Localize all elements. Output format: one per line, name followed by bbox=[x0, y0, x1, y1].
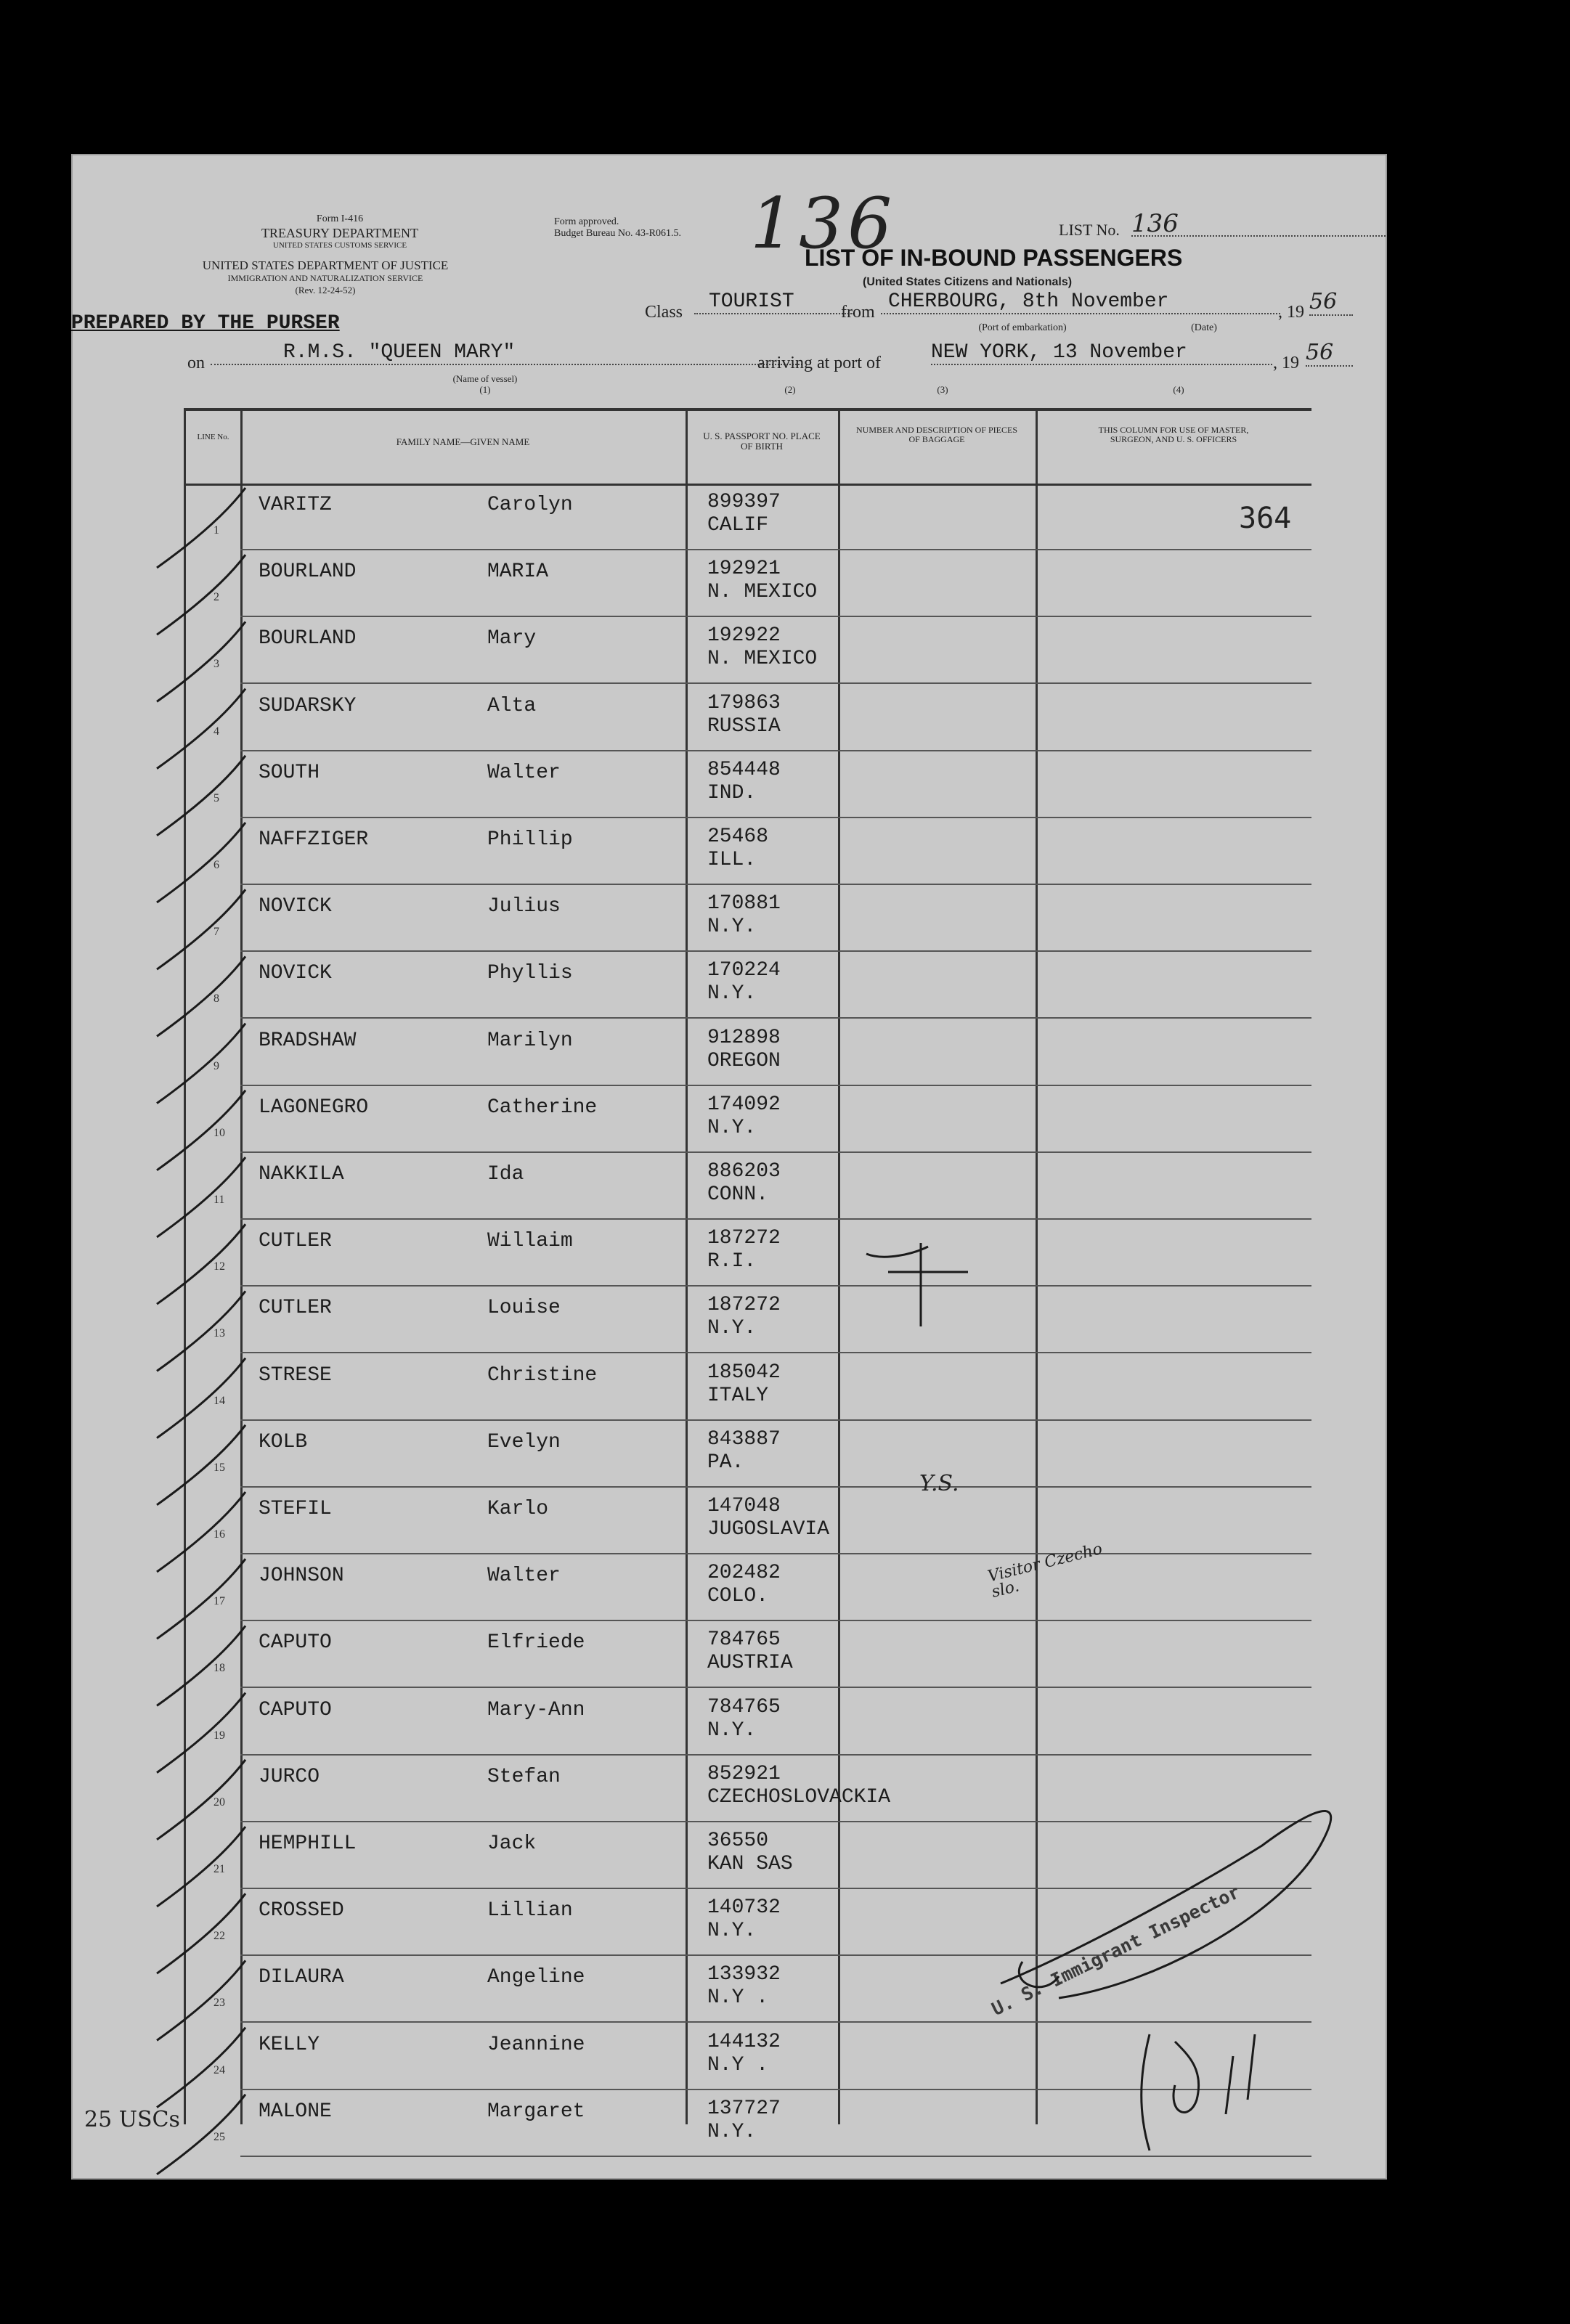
ys-underline bbox=[866, 1247, 928, 1257]
check-tick bbox=[157, 756, 245, 836]
family-name: NAFFZIGER bbox=[259, 828, 369, 851]
check-tick bbox=[157, 1626, 245, 1705]
passport-number: 170881 bbox=[707, 892, 781, 916]
line-number: 1 bbox=[213, 524, 219, 537]
justice-dept: UNITED STATES DEPARTMENT OF JUSTICE bbox=[202, 258, 449, 272]
line-number: 25 bbox=[213, 2130, 225, 2143]
place-of-birth: RUSSIA bbox=[707, 714, 781, 738]
family-name: STEFIL bbox=[259, 1498, 332, 1520]
form-approved: Form approved. bbox=[554, 216, 619, 227]
family-name: STRESE bbox=[259, 1363, 332, 1387]
line-number: 10 bbox=[213, 1126, 225, 1139]
given-name: Jeannine bbox=[487, 2033, 585, 2056]
given-name: Jack bbox=[487, 1832, 537, 1855]
passport-number: 187272 bbox=[707, 1227, 781, 1250]
line-number: 22 bbox=[213, 1930, 225, 1943]
check-tick bbox=[157, 956, 245, 1036]
header-passport: U. S. PASSPORT NO. PLACE OF BIRTH bbox=[703, 431, 821, 452]
passport-number: 185042 bbox=[707, 1361, 781, 1384]
passport-number: 784765 bbox=[707, 1695, 781, 1718]
header-baggage: NUMBER AND DESCRIPTION OF PIECES OF BAGGAGE bbox=[855, 425, 1018, 445]
check-tick bbox=[157, 889, 245, 969]
passport-number: 886203 bbox=[707, 1160, 781, 1183]
visitor-note: Visitor Czecho slo. bbox=[985, 1540, 1105, 1602]
passport-number: 912898 bbox=[707, 1026, 781, 1049]
given-name: Julius bbox=[487, 895, 561, 918]
header-officers: THIS COLUMN FOR USE OF MASTER, SURGEON, AND U. S. OFFICERS bbox=[1098, 425, 1249, 445]
check-tick bbox=[157, 2028, 245, 2108]
given-name: Carolyn bbox=[487, 494, 573, 516]
place-of-birth: KAN SAS bbox=[707, 1853, 793, 1875]
handwritten-marks bbox=[71, 154, 1387, 2180]
line-number: 21 bbox=[213, 1863, 225, 1875]
from-value: CHERBOURG, 8th November bbox=[881, 290, 1280, 314]
check-tick bbox=[157, 1224, 245, 1304]
place-of-birth: CALIF bbox=[707, 514, 769, 537]
port-caption: (Port of embarkation) bbox=[978, 322, 1067, 333]
handwritten-list-number: 136 bbox=[750, 183, 897, 264]
place-of-birth: CONN. bbox=[707, 1183, 769, 1206]
line-number: 11 bbox=[213, 1194, 225, 1206]
family-name: HEMPHILL bbox=[259, 1832, 357, 1855]
line-number: 3 bbox=[213, 658, 219, 671]
col2-number: (2) bbox=[784, 384, 796, 395]
family-name: CUTLER bbox=[259, 1297, 332, 1320]
immigrant-inspector-stamp: U. S. Immigrant Inspector bbox=[988, 1881, 1243, 2021]
place-of-birth: N.Y. bbox=[707, 1116, 757, 1139]
place-of-birth: OREGON bbox=[707, 1049, 781, 1072]
check-tick bbox=[157, 1492, 245, 1572]
check-tick bbox=[157, 1157, 245, 1237]
place-of-birth: PA. bbox=[707, 1451, 744, 1474]
passport-number: 36550 bbox=[707, 1830, 769, 1852]
line-number: 5 bbox=[213, 791, 219, 804]
family-name: MALONE bbox=[259, 2100, 332, 2123]
given-name: Mary-Ann bbox=[487, 1698, 585, 1721]
place-of-birth: N.Y . bbox=[707, 1986, 769, 2010]
line-number: 19 bbox=[213, 1729, 225, 1742]
line-number: 7 bbox=[213, 926, 219, 939]
given-name: Lillian bbox=[487, 1899, 573, 1923]
passport-number: 192922 bbox=[707, 624, 781, 648]
family-name: CUTLER bbox=[259, 1230, 332, 1253]
class-value: TOURIST bbox=[694, 290, 854, 314]
family-name: CROSSED bbox=[259, 1899, 344, 1923]
line-number: 16 bbox=[213, 1528, 225, 1541]
family-name: NOVICK bbox=[259, 895, 332, 918]
passport-number: 179863 bbox=[707, 691, 781, 714]
passport-number: 133932 bbox=[707, 1963, 781, 1986]
given-name: Margaret bbox=[487, 2100, 585, 2123]
from-year-prefix: , 19 bbox=[1278, 303, 1304, 322]
place-of-birth: N.Y. bbox=[707, 2120, 757, 2143]
customs-service: UNITED STATES CUSTOMS SERVICE bbox=[272, 241, 407, 250]
passport-number: 202482 bbox=[707, 1562, 781, 1585]
family-name: LAGONEGRO bbox=[259, 1096, 369, 1119]
given-name: Elfriede bbox=[487, 1631, 585, 1655]
line-number: 15 bbox=[213, 1461, 225, 1474]
line-number: 2 bbox=[213, 591, 219, 604]
line-number: 13 bbox=[213, 1327, 225, 1340]
place-of-birth: N.Y. bbox=[707, 1920, 757, 1943]
check-tick bbox=[157, 1425, 245, 1505]
list-no-label: LIST No. bbox=[1059, 221, 1120, 239]
place-of-birth: N.Y. bbox=[707, 916, 757, 939]
passport-number: 843887 bbox=[707, 1427, 781, 1451]
line-number: 6 bbox=[213, 859, 219, 871]
check-tick bbox=[157, 2095, 245, 2174]
check-tick bbox=[157, 1760, 245, 1840]
vessel-caption: (Name of vessel) bbox=[452, 373, 518, 384]
on-label: on bbox=[187, 354, 205, 372]
arrival-port: NEW YORK, 13 November bbox=[931, 341, 1272, 365]
passport-number: 25468 bbox=[707, 825, 769, 848]
check-tick bbox=[157, 1090, 245, 1170]
arrival-year: 56 bbox=[1306, 340, 1353, 367]
family-name: KELLY bbox=[259, 2033, 320, 2056]
line-number: 17 bbox=[213, 1595, 225, 1608]
check-tick bbox=[157, 689, 245, 769]
place-of-birth: JUGOSLAVIA bbox=[707, 1518, 830, 1541]
check-tick bbox=[157, 1559, 245, 1639]
place-of-birth: ITALY bbox=[707, 1384, 769, 1407]
check-tick bbox=[157, 488, 245, 568]
passport-number: 147048 bbox=[707, 1495, 781, 1517]
given-name: Catherine bbox=[487, 1096, 598, 1119]
given-name: Stefan bbox=[487, 1765, 561, 1788]
place-of-birth: COLO. bbox=[707, 1585, 769, 1608]
col1-number: (1) bbox=[479, 384, 491, 395]
check-tick bbox=[157, 1693, 245, 1773]
family-name: NAKKILA bbox=[259, 1163, 344, 1186]
from-label: from bbox=[841, 303, 875, 322]
passport-number: 854448 bbox=[707, 758, 781, 781]
col4-number: (4) bbox=[1173, 384, 1184, 395]
given-name: Phyllis bbox=[487, 962, 573, 985]
place-of-birth: R.I. bbox=[707, 1250, 757, 1273]
line-number: 9 bbox=[213, 1059, 219, 1072]
prepared-by: PREPARED BY THE PURSER bbox=[71, 312, 340, 335]
ins-service: IMMIGRATION AND NATURALIZATION SERVICE bbox=[227, 273, 423, 283]
given-name: MARIA bbox=[487, 560, 549, 584]
check-tick bbox=[157, 555, 245, 635]
passport-number: 170224 bbox=[707, 959, 781, 982]
arrival-year-prefix: , 19 bbox=[1273, 354, 1299, 372]
line-number: 12 bbox=[213, 1260, 225, 1273]
list-no-value: 136 bbox=[1131, 209, 1386, 237]
line-number: 4 bbox=[213, 725, 219, 738]
place-of-birth: N.Y . bbox=[707, 2053, 769, 2076]
family-name: CAPUTO bbox=[259, 1631, 332, 1655]
place-of-birth: N.Y. bbox=[707, 1718, 757, 1742]
page-subtitle: (United States Citizens and Nationals) bbox=[863, 276, 1073, 288]
family-name: SUDARSKY bbox=[259, 694, 357, 717]
page-title: LIST OF IN-BOUND PASSENGERS bbox=[805, 245, 1183, 271]
family-name: JOHNSON bbox=[259, 1565, 344, 1588]
given-name: Alta bbox=[487, 694, 537, 717]
manifest-sheet bbox=[71, 154, 1387, 2180]
line-number: 14 bbox=[213, 1394, 225, 1407]
place-of-birth: CZECHOSLOVACKIA bbox=[707, 1785, 891, 1809]
place-of-birth: N. MEXICO bbox=[707, 648, 818, 671]
family-name: BOURLAND bbox=[259, 627, 357, 651]
arriving-label: arriving at port of bbox=[757, 354, 881, 372]
place-of-birth: N.Y. bbox=[707, 1317, 757, 1340]
passport-number: 174092 bbox=[707, 1093, 781, 1116]
check-tick bbox=[157, 1358, 245, 1438]
family-name: SOUTH bbox=[259, 761, 320, 784]
check-tick bbox=[157, 1960, 245, 2040]
given-name: Marilyn bbox=[487, 1029, 573, 1052]
line-number: 20 bbox=[213, 1795, 225, 1809]
passport-number: 144132 bbox=[707, 2030, 781, 2053]
revision-date: (Rev. 12-24-52) bbox=[295, 285, 356, 295]
given-name: Mary bbox=[487, 627, 537, 651]
given-name: Willaim bbox=[487, 1230, 573, 1253]
passport-number: 140732 bbox=[707, 1896, 781, 1920]
line-number: 24 bbox=[213, 2063, 225, 2076]
family-name: JURCO bbox=[259, 1765, 320, 1788]
passport-number: 192921 bbox=[707, 558, 781, 581]
col3-number: (3) bbox=[937, 384, 948, 395]
class-label: Class bbox=[645, 303, 683, 322]
place-of-birth: ILL. bbox=[707, 849, 757, 871]
check-tick bbox=[157, 823, 245, 902]
vessel-name: R.M.S. "QUEEN MARY" bbox=[211, 341, 802, 365]
check-tick bbox=[157, 1291, 245, 1371]
passport-number: 852921 bbox=[707, 1762, 781, 1785]
family-name: VARITZ bbox=[259, 494, 332, 516]
place-of-birth: N.Y. bbox=[707, 982, 757, 1006]
ys-note: Y.S. bbox=[919, 1471, 959, 1496]
given-name: Christine bbox=[487, 1363, 598, 1387]
family-name: CAPUTO bbox=[259, 1698, 332, 1721]
family-name: DILAURA bbox=[259, 1966, 344, 1989]
place-of-birth: AUSTRIA bbox=[707, 1652, 793, 1675]
family-name: BRADSHAW bbox=[259, 1029, 357, 1052]
line-number: 18 bbox=[213, 1662, 225, 1675]
treasury-dept: TREASURY DEPARTMENT bbox=[261, 226, 419, 240]
line-number: 23 bbox=[213, 1997, 225, 2010]
check-tick bbox=[157, 1827, 245, 1907]
passport-number: 137727 bbox=[707, 2097, 781, 2120]
header-name: FAMILY NAME—GIVEN NAME bbox=[396, 436, 530, 447]
check-tick bbox=[157, 1893, 245, 1973]
family-name: NOVICK bbox=[259, 962, 332, 985]
passport-number: 784765 bbox=[707, 1628, 781, 1652]
form-number: Form I-416 bbox=[316, 213, 364, 224]
given-name: Walter bbox=[487, 1565, 561, 1588]
given-name: Louise bbox=[487, 1297, 561, 1320]
given-name: Angeline bbox=[487, 1966, 585, 1989]
from-year: 56 bbox=[1309, 289, 1353, 316]
check-tick bbox=[157, 1024, 245, 1104]
check-tick bbox=[157, 621, 245, 701]
given-name: Phillip bbox=[487, 828, 573, 851]
officer-note-364: 364 bbox=[1239, 502, 1292, 535]
given-name: Ida bbox=[487, 1163, 524, 1186]
given-name: Karlo bbox=[487, 1498, 549, 1520]
passport-number: 187272 bbox=[707, 1294, 781, 1317]
passport-number: 899397 bbox=[707, 491, 781, 513]
place-of-birth: IND. bbox=[707, 781, 757, 804]
header-line-no: LINE No. bbox=[197, 433, 229, 441]
place-of-birth: N. MEXICO bbox=[707, 581, 818, 604]
given-name: Walter bbox=[487, 761, 561, 784]
family-name: BOURLAND bbox=[259, 560, 357, 584]
date-caption: (Date) bbox=[1191, 322, 1217, 333]
given-name: Evelyn bbox=[487, 1430, 561, 1453]
line-number: 8 bbox=[213, 992, 219, 1006]
budget-bureau: Budget Bureau No. 43-R061.5. bbox=[554, 228, 681, 239]
inspector-signature bbox=[1001, 1811, 1331, 1998]
family-name: KOLB bbox=[259, 1430, 308, 1453]
total-count-note: 25 USCs bbox=[84, 2107, 180, 2132]
